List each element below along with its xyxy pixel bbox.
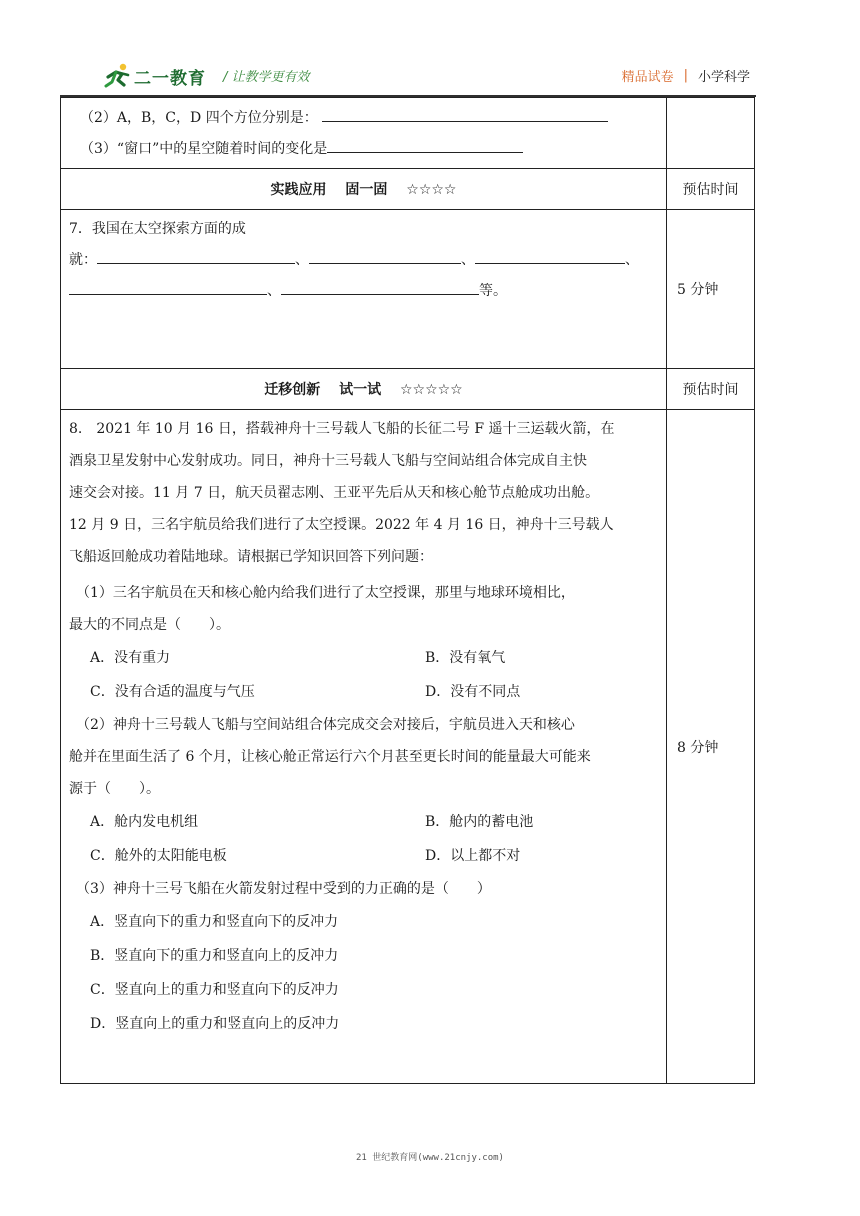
question-3: （3）“窗口”中的星空随着时间的变化是 [80,134,666,165]
estimated-time-label: 预估时间 [667,169,755,210]
option-c[interactable]: C．没有合适的温度与气压 [90,684,255,700]
row-question-7 [61,210,755,369]
option-a[interactable]: A．竖直向下的重力和竖直向下的反冲力 [90,914,339,930]
section-innovation-header [61,369,755,410]
q8-sub2: （2）神舟十三号载人飞船与空间站组合体完成交会对接后，宇航员进入天和核心 舱并在里面生活了 6 个月，让核心舱正常运行六个月甚至更长时间的能量最大可能来 源于（ ）。 [69,717,591,797]
tag-subject: 小学科学 [697,70,750,85]
q7-line-2: 就： 、 、 、 [69,245,666,276]
q8-sub2-options [61,805,666,873]
option-a[interactable]: A．舱内发电机组 [90,814,199,830]
logo [104,60,206,92]
option-c[interactable]: C．舱外的太阳能电板 [90,848,227,864]
runner-logo-icon [104,63,132,89]
answer-blank[interactable] [69,278,267,295]
section-practice-header [61,169,755,210]
answer-blank[interactable] [327,136,523,153]
answer-blank[interactable] [475,247,625,264]
option-b[interactable]: B．竖直向下的重力和竖直向上的反冲力 [90,948,339,964]
q8-sub3: （3）神舟十三号飞船在火箭发射过程中受到的力正确的是（ ） [69,881,491,897]
tag-premium: 精品试卷 [621,70,674,85]
option-d[interactable]: D．以上都不对 [425,848,521,864]
q8-stem: 8. 2021 年 10 月 16 日，搭载神舟十三号载人飞船的长征二号 F 遥十三运载火箭，在 酒泉卫星发射中心发射成功。同日，神舟十三号载人飞船与空间站组合体完成自主快 速交会对接。11 月 7 日，航天员翟志刚、王亚平先后从天和核心舱节点舱成功出舱。 12 月 9 日，三名宇航员给我们进行了太空授课。2022 年 4 月 16 日，神舟十三号载人 飞船返回舱成功着陆地球。请根据已学知识回答下列问题： （1）三名宇航员在天和核心舱内给我们进行了太空授课，那里与地球环境相比， 最大的不同点是（ ）。 [69,421,615,633]
q7-line-3: 、 等。 [69,276,666,307]
answer-blank[interactable] [309,247,461,264]
q7-line-1: 7．我国在太空探索方面的成 [69,221,246,237]
option-d[interactable]: D．没有不同点 [425,684,521,700]
q8-time: 8 分钟 [667,410,755,1084]
header-tags [622,66,750,85]
page-footer: 21 世纪教育网(www.21cnjy.com) [356,1153,504,1163]
q7-time: 5 分钟 [667,210,755,369]
section-title: 实践应用 固一固 ☆☆☆☆ [61,169,667,210]
slogan: / 让教学更有效 [223,70,310,85]
answer-blank[interactable] [97,247,295,264]
option-d[interactable]: D．竖直向上的重力和竖直向上的反冲力 [90,1016,340,1032]
q8-sub1-options [61,641,666,709]
worksheet-table [60,97,755,1084]
option-b[interactable]: B．舱内的蓄电池 [425,814,534,830]
option-b[interactable]: B．没有氧气 [425,650,506,666]
answer-blank[interactable] [322,105,608,122]
answer-blank[interactable] [281,278,479,295]
page-header [60,56,756,96]
option-a[interactable]: A．没有重力 [90,650,171,666]
option-c[interactable]: C．竖直向上的重力和竖直向下的反冲力 [90,982,339,998]
question-2: （2）A，B，C，D 四个方位分别是： [80,103,666,134]
tag-separator: | [683,68,688,83]
estimated-time-label: 预估时间 [667,369,755,410]
row-previous-questions [61,98,755,169]
row-question-8 [61,410,755,1084]
q8-sub3-options [61,905,666,1041]
section-title: 迁移创新 试一试 ☆☆☆☆☆ [61,369,667,410]
logo-text: 二一教育 [134,68,206,89]
